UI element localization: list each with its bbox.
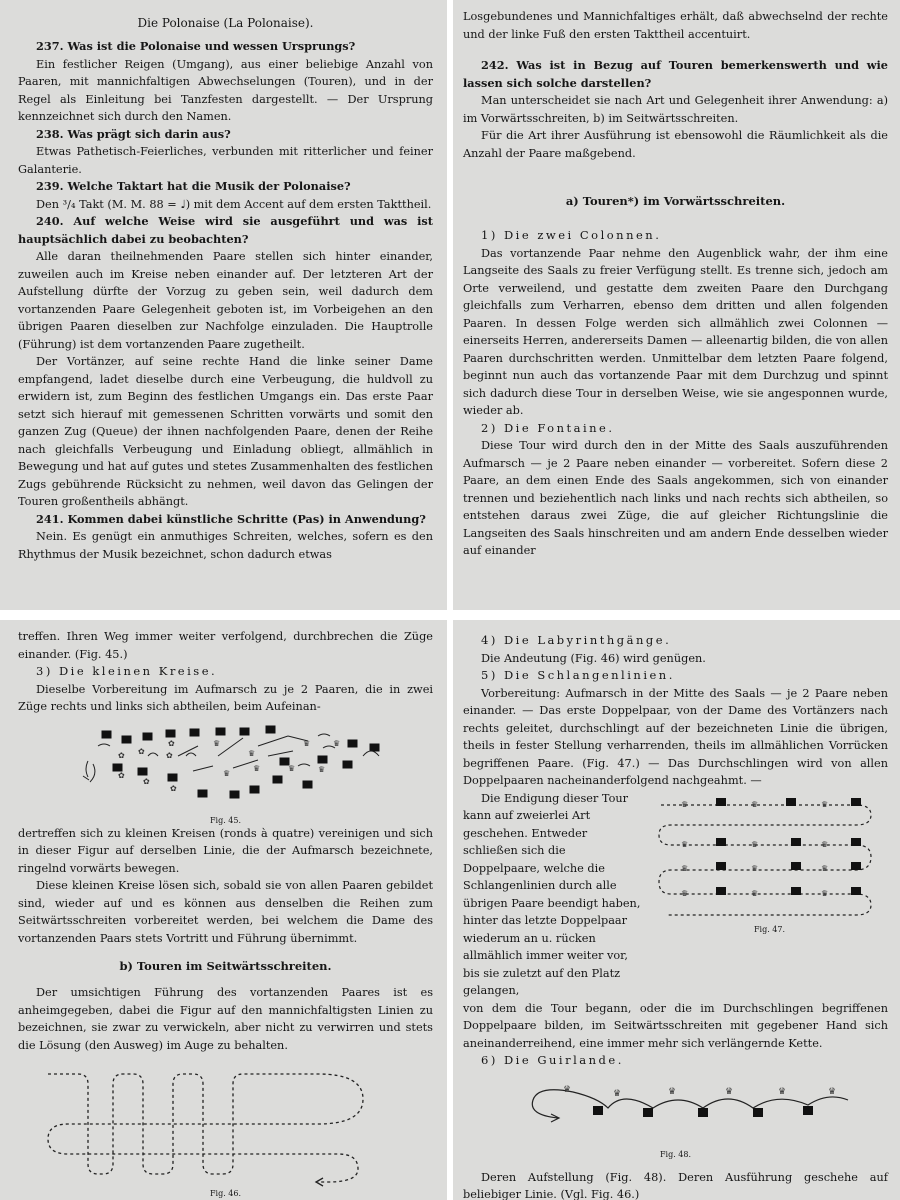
question-238: 238. Was prägt sich darin aus? bbox=[36, 126, 231, 141]
figure-47-caption: Fig. 47. bbox=[753, 924, 786, 934]
answer-237: Ein festlicher Reigen (Umgang), aus einer beliebige Anzahl von Paaren, mit mannichfaltigen Abwechselungen (Touren), und in der Regel als Einleitung bei Tanzfesten dargestellt. — Der Ursprung kennzeichnet sich durch den Namen. bbox=[18, 57, 433, 123]
svg-text:♛: ♛ bbox=[303, 738, 311, 748]
question-239: 239. Welche Taktart hat die Musik der Polonaise? bbox=[36, 179, 351, 193]
tour-5-text-ending: Die Endigung dieser Tour kann auf zweierlei Art geschehen. Entweder schließen sich die Doppelpaare, welche die Schlangenlinien durch alle übrigen Paare beendigt haben, hinter das letzte Doppelpaar wiederum an u. rücken allmählich immer weiter vor, bis sie zuletzt auf den Platz gelangen, bbox=[463, 791, 641, 997]
tour-3-text-continued: dertreffen sich zu kleinen Kreisen (ronds à quatre) vereinigen und sich in dieser Figur auf derselben Linie, die der Aufmarsch bezeichnete, ringelnd vorwärts bewegen. bbox=[18, 826, 433, 875]
tour-6-text: Deren Aufstellung (Fig. 48). Deren Ausführung geschehe auf beliebiger Linie. (Vgl. Fig. 46.) bbox=[463, 1170, 888, 1200]
svg-text:♛: ♛ bbox=[681, 888, 689, 898]
answer-240-part2: Der Vortänzer, auf seine rechte Hand die linke seiner Dame empfangend, ladet dieselbe durch eine Verbeugung, die huldvoll zu erwidern ist, zum Beginn des festlichen Umgangs ein. Das erste Paar setzt sich hierauf mit gemessenen Schritten vorwärts und somit den ganzen Zug (Queue) der ihnen nachfolgenden Paare, denen der Reihe nach gleichfalls Verbeugung und Einladung obliegt, allmählich in Bewegung und hat auf gutes und stetes Zusammenhalten des festlichen Zugs gebührende Rücksicht zu nehmen, weil davon das Gelingen der Touren großentheils abhängt. bbox=[18, 355, 433, 508]
svg-text:✿: ✿ bbox=[168, 738, 175, 748]
question-242: 242. Was ist in Bezug auf Touren bemerkenswerth und wie lassen sich solche darstellen? bbox=[463, 58, 888, 90]
figure-45-illustration bbox=[18, 716, 433, 816]
tour-2-heading: 2) Die Fontaine. bbox=[481, 420, 615, 435]
svg-text:✿: ✿ bbox=[118, 770, 125, 780]
svg-text:♛: ♛ bbox=[751, 888, 759, 898]
svg-text:♛: ♛ bbox=[213, 738, 221, 748]
svg-text:♛: ♛ bbox=[681, 799, 689, 809]
svg-text:♛: ♛ bbox=[751, 863, 759, 873]
svg-text:♛: ♛ bbox=[563, 1084, 572, 1095]
svg-text:♛: ♛ bbox=[613, 1088, 622, 1099]
tour-4-text: Die Andeutung (Fig. 46) wird genügen. bbox=[481, 651, 706, 665]
continued-text: treffen. Ihren Weg immer weiter verfolgend, durchbrechen die Züge einander. (Fig. 45.) bbox=[18, 630, 433, 661]
svg-text:♛: ♛ bbox=[778, 1086, 787, 1097]
svg-text:♛: ♛ bbox=[288, 763, 296, 773]
question-241: 241. Kommen dabei künstliche Schritte (Pas) in Anwendung? bbox=[36, 511, 426, 526]
svg-text:♛: ♛ bbox=[821, 888, 829, 898]
tour-5-text-conclusion: von dem die Tour begann, oder die im Durchschlingen begriffenen Doppelpaare bilden, im Seitwärtsschreiten mit gegebener Hand sich aneinanderreihend, eine immer mehr sich verlängernde Kette. bbox=[463, 1001, 888, 1050]
svg-text:♛: ♛ bbox=[248, 748, 256, 758]
tour-5-heading: 5) Die Schlangenlinien. bbox=[481, 668, 675, 682]
svg-text:✿: ✿ bbox=[170, 783, 177, 793]
section-a-heading: a) Touren*) im Vorwärtsschreiten. bbox=[565, 193, 786, 208]
answer-240-part1: Alle daran theilnehmenden Paare stellen sich hinter einander, zuweilen auch im Kreise neben einander auf. Der letzteren Art der Aufstellung dürfte der Vorzug zu geben sein, weil dadurch dem vortanzenden Paare Gelegenheit geboten ist, im Vorbeigehen an den übrigen Paaren dieselben zur Nachfolge einzuladen. Die Hauptrolle (Führung) ist dem vortanzenden Paare zugetheilt. bbox=[18, 250, 433, 351]
svg-text:✿: ✿ bbox=[118, 750, 125, 760]
svg-text:✿: ✿ bbox=[138, 746, 145, 756]
figure-48-caption: Fig. 48. bbox=[659, 1149, 692, 1159]
question-240: 240. Auf welche Weise wird sie ausgeführt und was ist hauptsächlich dabei zu beobachten? bbox=[18, 214, 433, 246]
svg-text:♛: ♛ bbox=[821, 799, 829, 809]
tour-5-figure-block bbox=[463, 790, 888, 1000]
svg-text:♛: ♛ bbox=[318, 764, 326, 774]
answer-242-part2: Für die Art ihrer Ausführung ist ebensowohl die Räumlichkeit als die Anzahl der Paare maßgebend. bbox=[463, 129, 888, 160]
svg-text:♛: ♛ bbox=[828, 1086, 837, 1097]
page-top-left bbox=[0, 0, 447, 610]
svg-text:♛: ♛ bbox=[681, 839, 689, 849]
figure-46-caption: Fig. 46. bbox=[209, 1189, 242, 1198]
figure-46-illustration bbox=[18, 1054, 433, 1189]
tour-3-heading: 3) Die kleinen Kreise. bbox=[36, 664, 218, 678]
page-top-right bbox=[453, 0, 900, 610]
svg-text:♛: ♛ bbox=[223, 768, 231, 778]
svg-text:♛: ♛ bbox=[333, 738, 341, 748]
svg-text:♛: ♛ bbox=[821, 863, 829, 873]
figure-48-illustration bbox=[463, 1070, 888, 1150]
svg-text:♛: ♛ bbox=[821, 839, 829, 849]
section-b-heading: b) Touren im Seitwärtsschreiten. bbox=[119, 958, 332, 973]
answer-238: Etwas Pathetisch-Feierliches, verbunden mit ritterlicher und feiner Galanterie. bbox=[18, 145, 433, 176]
svg-text:♛: ♛ bbox=[751, 799, 759, 809]
svg-text:✿: ✿ bbox=[166, 750, 173, 760]
svg-text:♛: ♛ bbox=[253, 763, 261, 773]
tour-4-heading: 4) Die Labyrinthgänge. bbox=[481, 633, 672, 647]
tour-2-text: Diese Tour wird durch den in der Mitte des Saals auszuführenden Aufmarsch — je 2 Paare neben einander — vorbereitet. Sofern diese 2 Paare, an dem einen Ende des Saals angekommen, sich von einander trennen und beziehentlich nach links und nach rechts sich abtheilen, so entstehen daraus zwei Züge, die auf gleicher Richtungslinie die Langseiten des Saals hinschreiten und am andern Ende desselben wieder auf einander bbox=[463, 439, 888, 557]
svg-text:♛: ♛ bbox=[751, 839, 759, 849]
tour-1-text: Das vortanzende Paar nehme den Augenblick wahr, der ihm eine Langseite des Saals zu freier Verfügung stellt. Es trenne sich, jedoch am Orte verweilend, und gestatte dem zweiten Paare den Durchgang gleichfalls zum Verharren, ebenso dem dritten und allen folgenden Paaren. In dessen Folge werden sich allmählich zwei Colonnen — einerseits Herren, andererseits Damen — alleenartig bilden, die von allen Paaren durchschritten werden. Unmittelbar dem letzten Paare folgend, beginnt nun auch das vortanzende Paar mit dem Durchzug und spinnt sich dadurch diese Tour in derselben Weise, wie sie angesponnen wurde, wieder ab. bbox=[463, 246, 888, 417]
tour-6-heading: 6) Die Guirlande. bbox=[481, 1053, 624, 1067]
answer-241: Nein. Es genügt ein anmuthiges Schreiten, welches, sofern es den Rhythmus der Musik bezeichnet, schon dadurch etwas bbox=[18, 530, 433, 561]
figure-45-caption: Fig. 45. bbox=[209, 815, 242, 825]
tour-1-heading: 1) Die zwei Colonnen. bbox=[481, 228, 662, 242]
page-bottom-left bbox=[0, 620, 447, 1200]
section-b-text: Der umsichtigen Führung des vortanzenden Paares ist es anheimgegeben, dabei die Figur auf den mannichfaltigsten Linien zu bezeichnen, sie zwar zu verwickeln, aber nicht zu verwirren und stets die Lösung (den Ausweg) im Auge zu behalten. bbox=[18, 986, 433, 1052]
tour-3-text: Dieselbe Vorbereitung im Aufmarsch zu je 2 Paaren, die in zwei Züge rechts und links sich abtheilen, beim Aufeinan- bbox=[18, 682, 433, 713]
continued-text: Losgebundenes und Mannichfaltiges erhält, daß abwechselnd der rechte und der linke Fuß den ersten Takttheil accentuirt. bbox=[463, 10, 888, 41]
tour-3-text-dissolve: Diese kleinen Kreise lösen sich, sobald sie von allen Paaren gebildet sind, wieder auf und es können aus denselben die Reihen zum Seitwärtsschreiten vorbereitet werden, bei welchem die Dame des vortanzenden Paars stets Vortritt und Führung übernimmt. bbox=[18, 879, 433, 945]
tour-5-text: Vorbereitung: Aufmarsch in der Mitte des Saals — je 2 Paare neben einander. — Das erste Doppelpaar, von der Dame des Vortänzers nach rechts geleitet, durchschlingt auf der bezeichneten Linie die übrigen, theils in fester Stellung verharrenden, theils im allmählichen Vorrücken begriffenen Paare. (Fig. 47.) — Das Durchschlingen wird von allen Doppelpaaren nacheinanderfolgend nachgeahmt. — bbox=[463, 686, 888, 787]
svg-text:♛: ♛ bbox=[681, 863, 689, 873]
answer-239: Den ³/₄ Takt (M. M. 88 = ♩) mit dem Accent auf dem ersten Takttheil. bbox=[36, 197, 432, 211]
svg-text:♛: ♛ bbox=[668, 1086, 677, 1097]
svg-text:♛: ♛ bbox=[725, 1086, 734, 1097]
page-title: Die Polonaise (La Polonaise). bbox=[137, 16, 314, 30]
answer-242-part1: Man unterscheidet sie nach Art und Gelegenheit ihrer Anwendung: a) im Vorwärtsschreiten, b) im Seitwärtsschreiten. bbox=[463, 94, 888, 125]
question-237: 237. Was ist die Polonaise und wessen Ursprungs? bbox=[36, 39, 356, 53]
svg-text:✿: ✿ bbox=[143, 776, 150, 786]
page-bottom-right bbox=[453, 620, 900, 1200]
figure-47-illustration bbox=[651, 790, 886, 925]
